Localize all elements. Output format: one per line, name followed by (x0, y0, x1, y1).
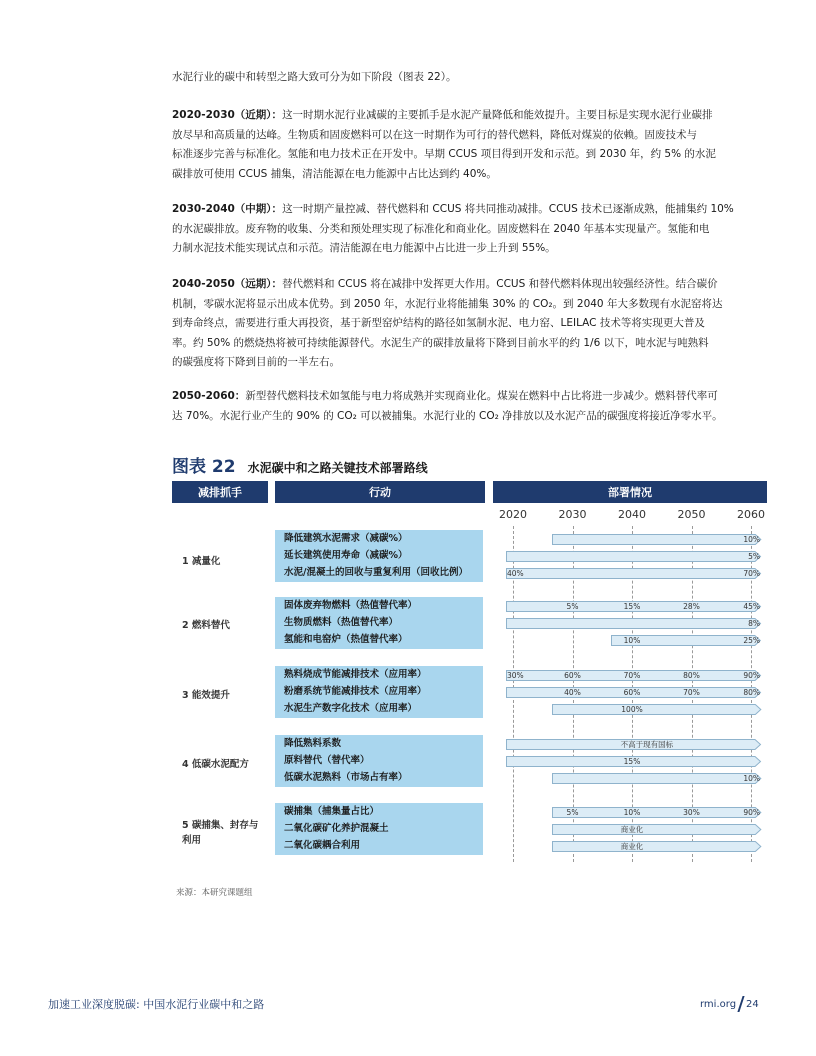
deployment-value-label: 80% (683, 671, 700, 680)
deployment-arrow-shape (507, 552, 761, 562)
stage-text-line: 标准逐步完善与标准化。氢能和电力技术正在开发中。早期 CCUS 项目得到开发和示范。到 2030 年，约 5% 的水泥 (172, 148, 716, 160)
deployment-bar (552, 534, 761, 545)
deployment-arrow (506, 551, 761, 562)
deployment-value-label: 90% (743, 808, 760, 817)
deployment-arrow-shape (552, 705, 760, 715)
year-tick-label: 2040 (618, 508, 646, 521)
stage-label: 2020-2030（近期）： (172, 109, 283, 121)
page-number: 24 (746, 998, 759, 1010)
stage-label: 2040-2050（远期）： (172, 278, 283, 290)
action-label: 氢能和电窑炉（热值替代率） (284, 634, 408, 645)
deployment-value-label: 28% (683, 602, 700, 611)
action-label: 固体废弃物燃料（热值替代率） (284, 600, 418, 611)
action-label: 水泥/混凝土的回收与重复利用（回收比例） (284, 567, 468, 578)
slash-divider-icon (737, 996, 744, 1012)
deployment-arrow (552, 841, 761, 852)
deployment-arrow (506, 568, 761, 579)
category-label: 5 碳捕集、封存与利用 (182, 820, 259, 846)
deployment-bar (506, 568, 761, 579)
deployment-bar (552, 773, 761, 784)
deployment-bar (506, 618, 761, 629)
action-label: 低碳水泥熟料（市场占有率） (284, 772, 408, 783)
deployment-value-label: 45% (743, 602, 760, 611)
action-label: 生物质燃料（热值替代率） (284, 617, 399, 628)
stage-paragraph-2050-2060 (172, 387, 770, 426)
deployment-arrow (552, 807, 761, 818)
deployment-arrow-shape (552, 825, 760, 835)
header-levers: 减排抓手 (172, 481, 268, 503)
deployment-value-label: 40% (507, 569, 524, 578)
year-tick-label: 2060 (737, 508, 765, 521)
deployment-bar (552, 704, 761, 715)
deployment-arrow-shape (552, 842, 760, 852)
deployment-value-label: 5% (748, 552, 760, 561)
deployment-bar (552, 824, 761, 835)
stage-paragraph-2040-2050 (172, 275, 770, 373)
deployment-value-label: 100% (621, 705, 643, 714)
deployment-arrow (552, 773, 761, 784)
deployment-value-label: 8% (748, 619, 760, 628)
footer-site: rmi.org (700, 998, 737, 1010)
stage-text-line: 碳排放可使用 CCUS 捕集，清洁能源在电力能源中占比达到约 40%。 (172, 167, 497, 180)
figure-name: 水泥碳中和之路关键技术部署路线 (247, 461, 428, 475)
action-label: 熟料烧成节能减排技术（应用率） (284, 669, 427, 680)
deployment-arrow (552, 824, 761, 835)
action-label: 粉磨系统节能减排技术（应用率） (284, 686, 427, 697)
figure-title (172, 452, 428, 476)
year-tick-label: 2030 (558, 508, 587, 521)
deployment-bar (552, 807, 761, 818)
action-label: 碳捕集（捕集量占比） (284, 806, 380, 817)
action-label: 降低熟料系数 (284, 738, 342, 749)
category-label: 2 燃料替代 (182, 620, 230, 631)
deployment-value-label: 不高于现有国标 (620, 740, 674, 749)
deployment-arrow-shape (507, 569, 761, 579)
header-actions: 行动 (275, 481, 485, 503)
category-label: 3 能效提升 (182, 690, 230, 701)
deployment-value-label: 5% (566, 808, 579, 817)
figure-source: 来源：本研究课题组 (176, 888, 253, 898)
deployment-value-label: 70% (683, 688, 700, 697)
footer-page-info (700, 996, 759, 1012)
deployment-arrow-shape (552, 808, 760, 818)
stage-text-line: 到寿命终点，需要进行重大再投资，基于新型窑炉结构的路径如氢制水泥、电力窑、LEILAC 技术等将实现更大普及 (172, 317, 705, 329)
deployment-value-label: 5% (566, 602, 579, 611)
stage-label: 2030-2040（中期）： (172, 203, 283, 215)
deployment-arrow (506, 618, 761, 629)
stage-text-line: 力制水泥技术能实现试点和示范。清洁能源在电力能源中占比进一步上升到 55%。 (172, 242, 556, 254)
deployment-value-label: 40% (564, 688, 581, 697)
stage-text-line: 率。约 50% 的燃烧热将被可持续能源替代。水泥生产的碳排放量将下降到目前水平的约 1/6 以下，吨水泥与吨熟料 (172, 336, 709, 349)
deployment-value-label: 10% (743, 535, 760, 544)
deployment-value-label: 25% (743, 636, 760, 645)
intro-text: 水泥行业的碳中和转型之路大致可分为如下阶段（图表 22）。 (172, 71, 457, 83)
action-label: 延长建筑使用寿命（减碳%） (284, 550, 408, 561)
action-label: 二氧化碳矿化养护混凝土 (284, 823, 389, 834)
deployment-value-label: 30% (683, 808, 700, 817)
stage-text-line: 新型替代燃料技术如氢能与电力将成熟并实现商业化。煤炭在燃料中占比将进一步减少。燃料替代率可 (245, 390, 718, 402)
stage-text-line: 替代燃料和 CCUS 将在减排中发挥更大作用。CCUS 和替代燃料体现出较强经济性。结合碳价 (282, 278, 718, 290)
stage-text-line: 这一时期产量控减、替代燃料和 CCUS 将共同推动减排。CCUS 技术已逐渐成熟，能捕集约 10% (282, 203, 734, 215)
figure-number: 图表 22 (172, 457, 236, 477)
deployment-arrow-shape (552, 535, 760, 545)
footer-title: 加速工业深度脱碳: 中国水泥行业碳中和之路 (48, 998, 265, 1011)
stage-paragraph-2020-2030 (172, 106, 770, 184)
deployment-bar (506, 551, 761, 562)
stage-text-line: 的碳强度将下降到目前的一半左右。 (172, 356, 340, 368)
deployment-value-label: 90% (743, 671, 760, 680)
deployment-value-label: 70% (623, 671, 641, 680)
deployment-arrow-shape (507, 619, 761, 629)
stage-text-line: 机制，零碳水泥将显示出成本优势。到 2050 年，水泥行业将能捕集 30% 的 CO₂。到 2040 年大多数现有水泥窑将达 (172, 297, 723, 310)
category-label: 1 减量化 (182, 556, 221, 567)
action-label: 水泥生产数字化技术（应用率） (284, 703, 418, 714)
deployment-value-label: 10% (623, 636, 641, 645)
stage-label: 2050-2060： (172, 390, 246, 402)
deployment-value-label: 80% (743, 688, 760, 697)
stage-text-line: 达 70%。水泥行业产生的 90% 的 CO₂ 可以被捕集。水泥行业的 CO₂ 净排放以及水泥产品的碳强度将接近净零水平。 (172, 409, 723, 422)
deployment-value-label: 10% (743, 774, 760, 783)
stage-text-line: 这一时期水泥行业减碳的主要抓手是水泥产量降低和能效提升。主要目标是实现水泥行业碳排 (282, 109, 713, 121)
deployment-value-label: 商业化 (620, 825, 644, 834)
action-label: 降低建筑水泥需求（减碳%） (284, 533, 408, 544)
deployment-bar (552, 841, 761, 852)
deployment-value-label: 60% (623, 688, 641, 697)
action-label: 二氧化碳耦合利用 (284, 840, 361, 851)
deployment-value-label: 60% (564, 671, 581, 680)
deployment-value-label: 15% (623, 602, 641, 611)
action-label: 原料替代（替代率） (284, 755, 370, 766)
year-tick-label: 2050 (677, 508, 706, 521)
deployment-value-label: 15% (623, 757, 641, 766)
deployment-value-label: 商业化 (620, 842, 644, 851)
stage-text-line: 放尽早和高质量的达峰。生物质和固废燃料可以在这一时期作为可行的替代燃料，降低对煤炭的依赖。固废技术与 (172, 128, 697, 141)
deployment-value-label: 30% (507, 671, 524, 680)
deployment-value-label: 70% (743, 569, 760, 578)
category-label: 4 低碳水泥配方 (182, 759, 249, 770)
stage-text-line: 的水泥碳排放。废弃物的收集、分类和预处理实现了标准化和商业化。固废燃料在 2040 年基本实现量产。氢能和电 (172, 222, 710, 235)
deployment-arrow (552, 534, 761, 545)
header-deployment: 部署情况 (493, 481, 767, 503)
deployment-arrow-shape (552, 774, 760, 784)
year-tick-label: 2020 (499, 508, 527, 521)
deployment-arrow (552, 704, 761, 715)
deployment-value-label: 10% (623, 808, 641, 817)
stage-paragraph-2030-2040 (172, 200, 770, 259)
